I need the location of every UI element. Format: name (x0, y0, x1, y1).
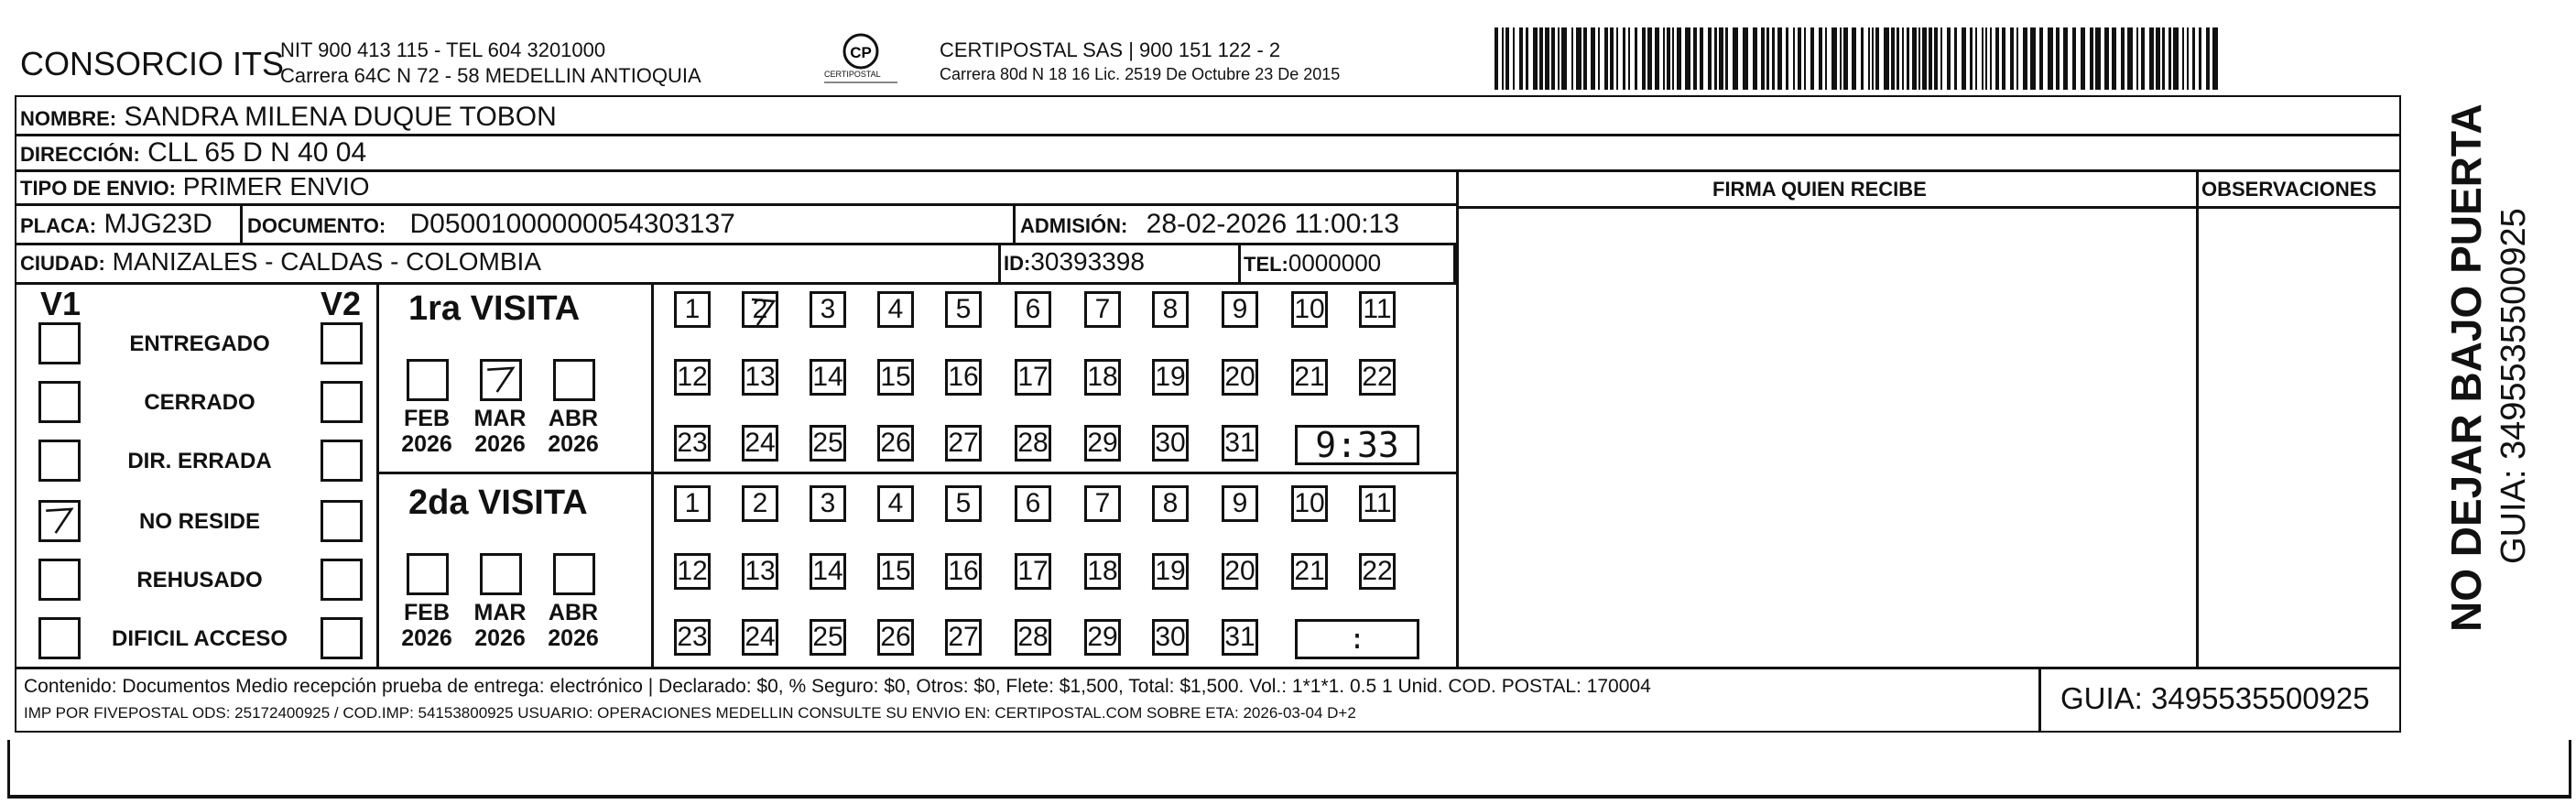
second-day-box[interactable]: 21 (1291, 553, 1328, 590)
documento-value: D05001000000054303137 (409, 209, 735, 239)
first-day-box[interactable]: 12 (674, 359, 711, 396)
nombre-value: SANDRA MILENA DUQUE TOBON (124, 102, 557, 132)
nombre-row (20, 103, 557, 131)
col-line (1238, 245, 1241, 282)
col-line (240, 206, 243, 243)
first-day-box[interactable]: 31 (1222, 425, 1258, 462)
second-day-box[interactable]: 10 (1291, 485, 1328, 522)
status-label: DIR. ERRADA (127, 449, 272, 473)
second-month-checkbox[interactable] (553, 553, 595, 595)
footer-contenido: Contenido: Documentos Medio recepción prueba de entrega: electrónico | Declarado: $0, % Seguro: $0, Otros: $0, Flete: $1,500, Total: $1,500. Vol.: 1*1*1. 0.5 1 Unid. COD. POSTAL: 170004 (24, 676, 1651, 697)
placa-row (20, 211, 212, 238)
first-day-box[interactable]: 30 (1152, 425, 1189, 462)
v1-checkbox[interactable] (38, 322, 81, 364)
second-day-box[interactable]: 15 (877, 553, 914, 590)
direccion-value: CLL 65 D N 40 04 (147, 137, 367, 168)
second-day-box[interactable]: 18 (1084, 553, 1121, 590)
row-line (15, 134, 2401, 136)
observaciones-header: OBSERVACIONES (2201, 178, 2377, 201)
first-day-box[interactable]: 16 (945, 359, 982, 396)
certipostal-logo (815, 31, 907, 88)
first-day-box[interactable]: 5 (945, 291, 982, 328)
v2-checkbox[interactable] (321, 617, 363, 659)
second-day-box[interactable]: 1 (674, 485, 711, 522)
nombre-label: NOMBRE: (20, 107, 117, 130)
id-row (1004, 249, 1145, 275)
second-day-box[interactable]: 6 (1015, 485, 1051, 522)
v2-checkbox[interactable] (321, 322, 363, 364)
second-day-box[interactable]: 14 (810, 553, 846, 590)
tipo-label: TIPO DE ENVIO: (20, 177, 176, 200)
first-day-box[interactable]: 11 (1359, 291, 1396, 328)
side-guia: GUIA: 3495535500925 (2494, 208, 2533, 564)
second-day-box[interactable]: 17 (1015, 553, 1051, 590)
second-day-box[interactable]: 4 (877, 485, 914, 522)
row-line (15, 203, 1456, 206)
company-nit: NIT 900 413 115 - TEL 604 3201000 (280, 38, 606, 61)
ciudad-label: CIUDAD: (20, 252, 105, 275)
v2-label: V2 (321, 285, 362, 322)
second-day-box[interactable]: 16 (945, 553, 982, 590)
second-day-box[interactable]: 25 (810, 619, 846, 656)
v1-checkbox[interactable] (38, 617, 81, 659)
v2-checkbox[interactable] (321, 440, 363, 482)
bottom-frame (7, 740, 2571, 799)
documento-label: DOCUMENTO: (247, 214, 386, 237)
first-month-checkbox[interactable] (407, 359, 449, 401)
first-day-box[interactable]: 23 (674, 425, 711, 462)
second-day-box[interactable]: 28 (1015, 619, 1051, 656)
v1-checkbox[interactable] (38, 559, 81, 601)
first-day-box[interactable]: 27 (945, 425, 982, 462)
first-month-checkbox[interactable] (480, 359, 522, 401)
row-line (1456, 206, 2401, 209)
tipo-row (20, 174, 370, 200)
v1-label: V1 (40, 285, 82, 322)
first-day-box[interactable]: 14 (810, 359, 846, 396)
barcode (1495, 27, 2218, 90)
tel-label: TEL: (1244, 253, 1288, 276)
first-month-label: FEB 2026 (401, 406, 452, 457)
row-line (15, 667, 2401, 669)
direccion-label: DIRECCIÓN: (20, 143, 140, 166)
second-day-box[interactable]: 26 (877, 619, 914, 656)
col-line (998, 245, 1001, 282)
placa-value: MJG23D (103, 209, 212, 239)
documento-row (247, 211, 735, 238)
second-day-box[interactable]: 20 (1222, 553, 1258, 590)
admision-value: 28-02-2026 11:00:13 (1146, 209, 1400, 239)
first-day-box[interactable]: 10 (1291, 291, 1328, 328)
second-day-box[interactable]: 8 (1152, 485, 1189, 522)
status-label: NO RESIDE (138, 509, 261, 534)
second-day-box[interactable]: 31 (1222, 619, 1258, 656)
v1-checkbox[interactable] (38, 440, 81, 482)
company-name: CONSORCIO ITS (20, 45, 285, 82)
first-day-box[interactable]: 17 (1015, 359, 1051, 396)
first-day-box[interactable]: 20 (1222, 359, 1258, 396)
first-day-box[interactable]: 26 (877, 425, 914, 462)
second-time-box[interactable]: : (1295, 619, 1419, 659)
status-label: ENTREGADO (129, 331, 270, 356)
first-day-box[interactable]: 1 (674, 291, 711, 328)
second-day-box[interactable]: 24 (742, 619, 778, 656)
footer-guia: GUIA: 3495535500925 (2060, 681, 2370, 715)
first-day-box[interactable]: 21 (1291, 359, 1328, 396)
id-value: 30393398 (1030, 247, 1145, 276)
status-label: REHUSADO (136, 568, 263, 592)
col-line (1456, 169, 1459, 668)
second-month-label: ABR 2026 (548, 600, 599, 651)
col-line (2196, 169, 2199, 668)
second-day-box[interactable]: 13 (742, 553, 778, 590)
direccion-row (20, 139, 366, 167)
row-line (15, 282, 1456, 285)
first-day-box[interactable]: 2 (742, 291, 778, 328)
id-label: ID: (1004, 252, 1031, 275)
courier-line1: CERTIPOSTAL SAS | 900 151 122 - 2 (940, 38, 1281, 61)
company-address: Carrera 64C N 72 - 58 MEDELLIN ANTIOQUIA (280, 64, 701, 87)
second-day-box[interactable]: 12 (674, 553, 711, 590)
first-day-box[interactable]: 7 (1084, 291, 1121, 328)
first-day-box[interactable]: 15 (877, 359, 914, 396)
first-day-box[interactable]: 9 (1222, 291, 1258, 328)
second-day-box[interactable]: 2 (742, 485, 778, 522)
second-day-box[interactable]: 30 (1152, 619, 1189, 656)
second-month-checkbox[interactable] (480, 553, 522, 595)
second-month-label: MAR 2026 (473, 600, 527, 651)
second-day-box[interactable]: 22 (1359, 553, 1396, 590)
first-day-box[interactable]: 19 (1152, 359, 1189, 396)
v2-checkbox[interactable] (321, 559, 363, 601)
placa-label: PLACA: (20, 214, 97, 237)
col-line (2038, 667, 2041, 733)
first-day-box[interactable]: 4 (877, 291, 914, 328)
tipo-value: PRIMER ENVIO (182, 172, 370, 201)
col-line (651, 282, 654, 668)
first-month-label: MAR 2026 (473, 406, 527, 457)
second-day-box[interactable]: 11 (1359, 485, 1396, 522)
v1-checkbox[interactable] (38, 381, 81, 423)
first-day-box[interactable]: 8 (1152, 291, 1189, 328)
first-day-box[interactable]: 3 (810, 291, 846, 328)
courier-line2: Carrera 80d N 18 16 Lic. 2519 De Octubre 23 De 2015 (940, 65, 1341, 83)
status-label: CERRADO (144, 390, 255, 415)
row-line (15, 169, 2401, 172)
v1-checkbox[interactable] (38, 500, 81, 542)
first-day-box[interactable]: 28 (1015, 425, 1051, 462)
first-month-checkbox[interactable] (553, 359, 595, 401)
second-day-box[interactable]: 9 (1222, 485, 1258, 522)
second-month-checkbox[interactable] (407, 553, 449, 595)
second-day-box[interactable]: 19 (1152, 553, 1189, 590)
form-frame (15, 95, 2401, 733)
footer-imp: IMP POR FIVEPOSTAL ODS: 25172400925 / COD.IMP: 54153800925 USUARIO: OPERACIONES MEDELLIN CONSULTE SU ENVIO EN: CERTIPOSTAL.COM SOBRE ETA: 2026-03-04 D+2 (24, 704, 1356, 722)
second-day-box[interactable]: 27 (945, 619, 982, 656)
v2-checkbox[interactable] (321, 500, 363, 542)
second-month-label: FEB 2026 (401, 600, 452, 651)
second-day-box[interactable]: 3 (810, 485, 846, 522)
first-day-box[interactable]: 22 (1359, 359, 1396, 396)
first-visit-title: 1ra VISITA (408, 289, 581, 328)
second-day-box[interactable]: 23 (674, 619, 711, 656)
second-day-box[interactable]: 29 (1084, 619, 1121, 656)
first-time-box[interactable]: 9:33 (1295, 425, 1419, 465)
second-day-box[interactable]: 7 (1084, 485, 1121, 522)
first-day-box[interactable]: 18 (1084, 359, 1121, 396)
col-line (1453, 245, 1456, 282)
second-day-box[interactable]: 5 (945, 485, 982, 522)
first-day-box[interactable]: 13 (742, 359, 778, 396)
firma-header: FIRMA QUIEN RECIBE (1712, 178, 1927, 201)
v2-checkbox[interactable] (321, 381, 363, 423)
second-visit-title: 2da VISITA (408, 483, 588, 522)
ciudad-row (20, 249, 541, 275)
first-day-box[interactable]: 25 (810, 425, 846, 462)
side-warning: NO DEJAR BAJO PUERTA (2442, 103, 2490, 632)
first-day-box[interactable]: 6 (1015, 291, 1051, 328)
tel-row (1244, 251, 1381, 275)
admision-row (1020, 211, 1399, 238)
status-label: DIFICIL ACCESO (111, 626, 288, 651)
ciudad-value: MANIZALES - CALDAS - COLOMBIA (112, 247, 541, 276)
logo-text: CERTIPOSTAL (824, 70, 881, 79)
first-day-box[interactable]: 29 (1084, 425, 1121, 462)
col-line (1013, 206, 1016, 243)
svg-text:CP: CP (850, 44, 872, 61)
tel-value: 0000000 (1288, 249, 1382, 277)
admision-label: ADMISIÓN: (1020, 214, 1128, 237)
row-line (376, 472, 1456, 474)
col-line (376, 282, 379, 668)
first-day-box[interactable]: 24 (742, 425, 778, 462)
first-month-label: ABR 2026 (548, 406, 599, 457)
